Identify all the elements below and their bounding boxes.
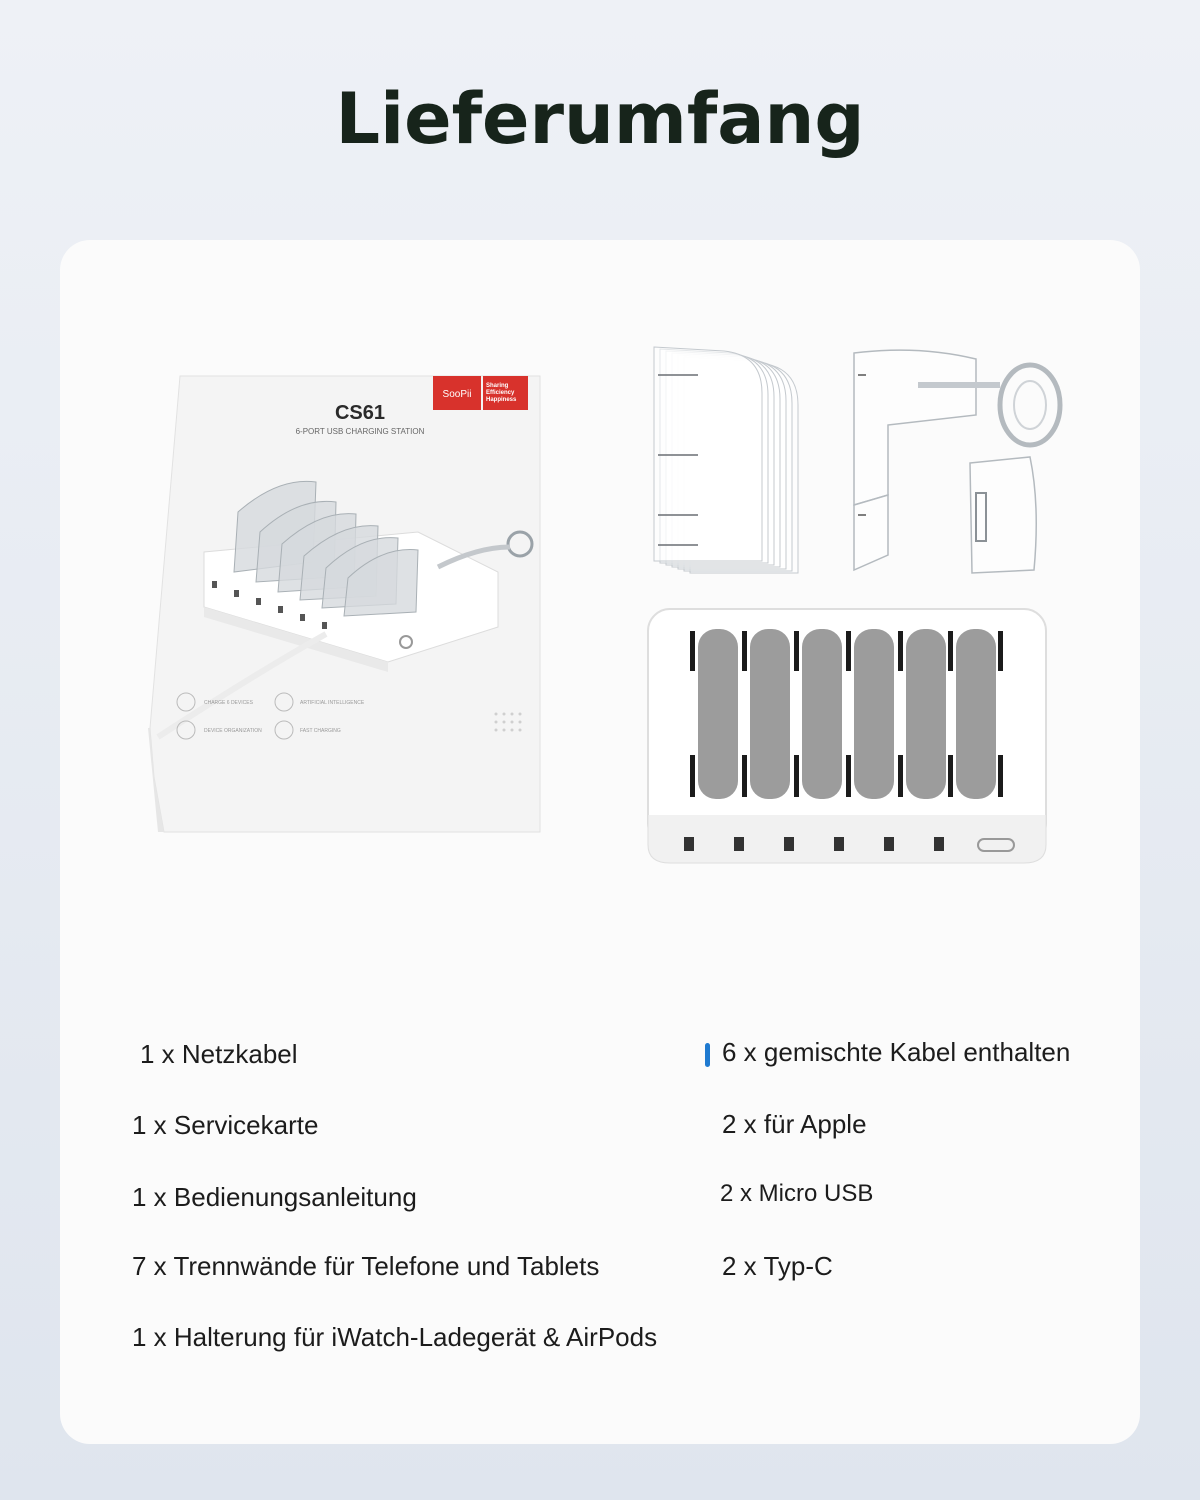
item-left-4: 7 x Trennwände für Telefone und Tablets xyxy=(132,1251,600,1281)
list-accent-bar xyxy=(705,1043,710,1067)
item-right-4: 2 x Typ-C xyxy=(722,1251,833,1281)
brand-name: SooPii xyxy=(442,389,472,400)
feature-label: ARTIFICIAL INTELLIGENCE xyxy=(300,700,365,706)
watch-holder-image xyxy=(848,345,1068,580)
item-right-3: 2 x Micro USB xyxy=(720,1180,874,1207)
item-left-1: 1 x Netzkabel xyxy=(140,1039,298,1069)
brand-tagline-3: Happiness xyxy=(486,397,517,403)
box-model: CS61 xyxy=(334,402,386,424)
item-right-2: 2 x für Apple xyxy=(722,1109,867,1139)
item-left-3: 1 x Bedienungsanleitung xyxy=(132,1182,417,1212)
box-subtitle: 6-PORT USB CHARGING STATION xyxy=(295,427,425,436)
charging-station-image xyxy=(640,605,1060,870)
item-left-5: 1 x Halterung für iWatch-Ladegerät & AirPods xyxy=(132,1322,658,1352)
page-title: Lieferumfang xyxy=(335,78,865,160)
feature-label: DEVICE ORGANIZATION xyxy=(204,728,262,734)
brand-tagline-2: Efficiency xyxy=(486,390,515,396)
item-left-2: 1 x Servicekarte xyxy=(132,1110,319,1140)
divider-panels-image xyxy=(650,345,810,580)
product-box-image xyxy=(148,372,548,842)
brand-tagline-1: Sharing xyxy=(486,383,509,389)
feature-label: CHARGE 6 DEVICES xyxy=(204,700,253,706)
item-right-1: 6 x gemischte Kabel enthalten xyxy=(722,1037,1071,1067)
feature-label: FAST CHARGING xyxy=(300,728,341,734)
